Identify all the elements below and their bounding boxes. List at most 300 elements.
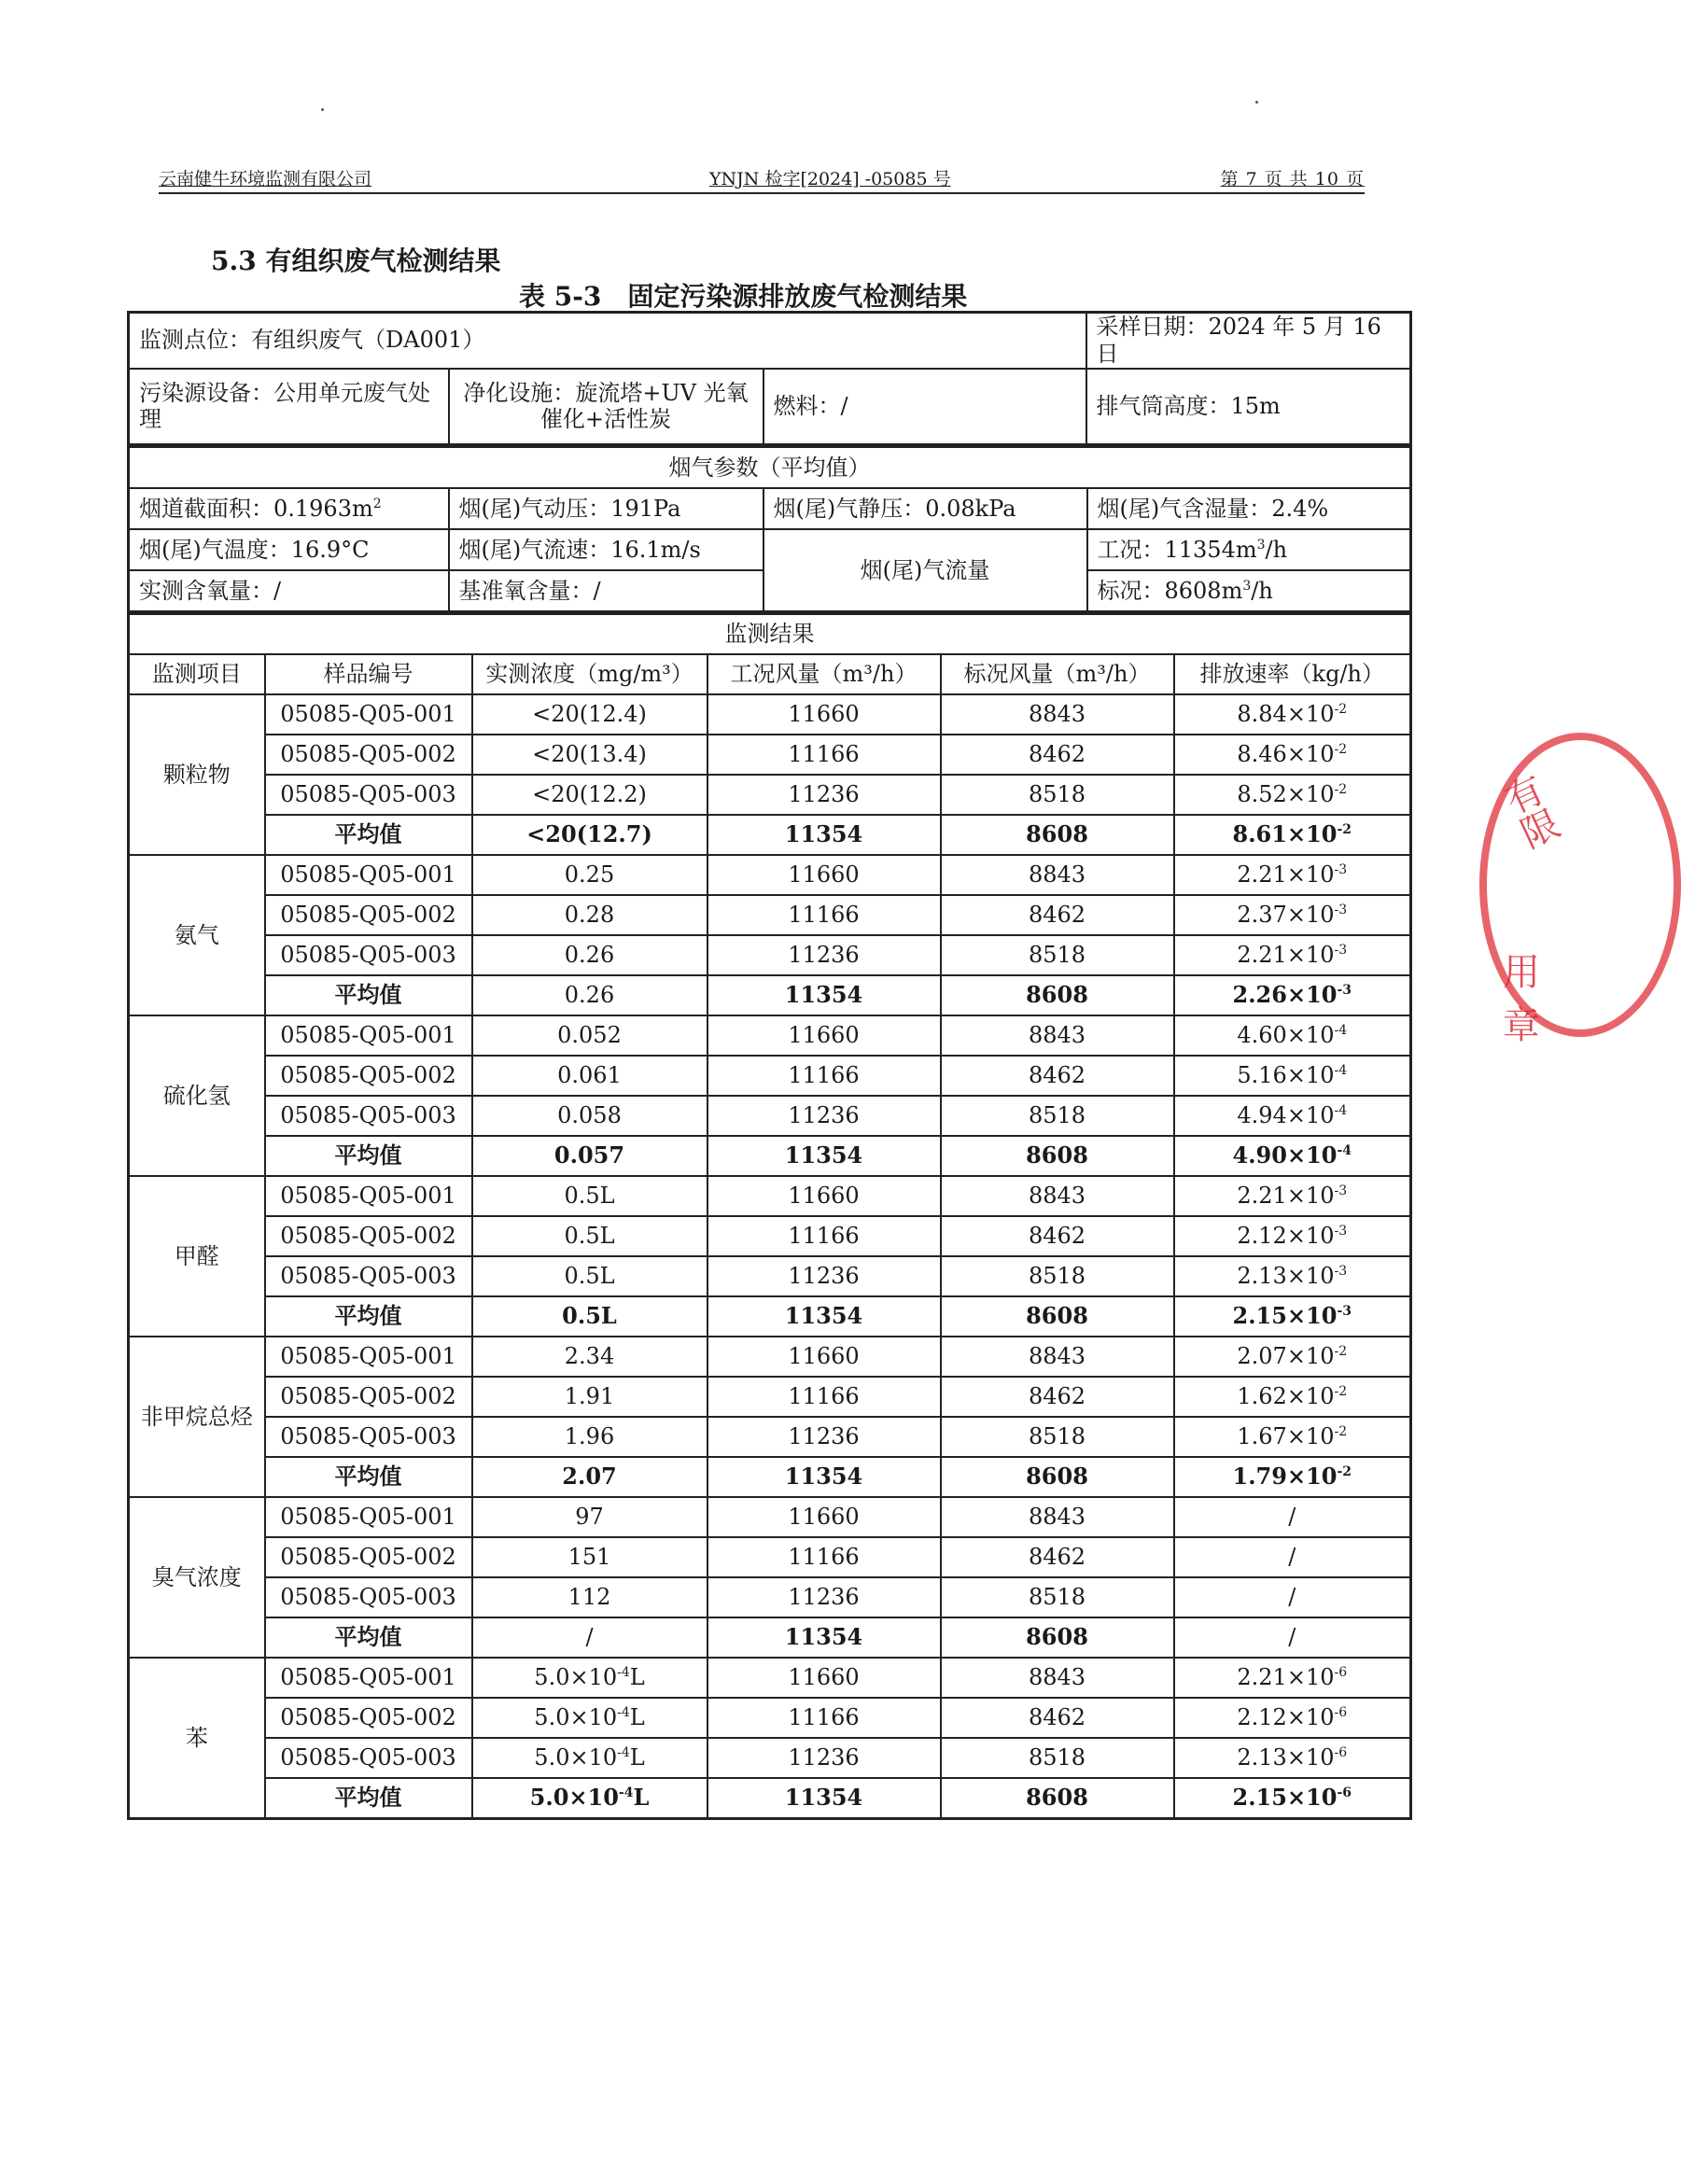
working-airflow	[707, 1296, 941, 1337]
emission-rate-value: 2.21×10	[1237, 1183, 1335, 1210]
measured-concentration	[472, 1096, 707, 1136]
exponent: -4	[617, 1705, 630, 1721]
measured-concentration	[472, 975, 707, 1015]
exponent: -2	[1334, 1344, 1348, 1360]
standard-airflow-value: 8608	[1026, 1463, 1088, 1491]
measured-concentration-value: 0.26	[564, 982, 615, 1009]
working-airflow-value: 11166	[788, 1704, 860, 1731]
sample-id	[265, 735, 472, 775]
measured-concentration	[472, 735, 707, 775]
flue-params-heading: 烟气参数（平均值）	[129, 447, 1411, 488]
monitoring-item: 臭气浓度	[129, 1497, 265, 1658]
measured-concentration-value: <20(13.4)	[532, 741, 647, 768]
sample-row	[129, 1377, 1411, 1417]
standard-airflow-value: 8462	[1028, 741, 1086, 768]
sample-row	[129, 1738, 1411, 1778]
emission-rate	[1174, 815, 1411, 855]
measured-concentration	[472, 1136, 707, 1176]
measured-concentration	[472, 1698, 707, 1738]
average-row	[129, 1136, 1411, 1176]
measured-concentration	[472, 1256, 707, 1296]
exponent: -4	[617, 1745, 630, 1761]
working-airflow-value: 11166	[788, 1223, 860, 1250]
standard-airflow	[941, 1738, 1174, 1778]
sample-row	[129, 775, 1411, 815]
sample-row	[129, 1537, 1411, 1577]
reference-oxygen: 基准氧含量：/	[449, 570, 763, 612]
sample-id-value: 05085-Q05-003	[280, 1423, 456, 1450]
exponent: -2	[1337, 1464, 1352, 1480]
superscript: 2	[372, 496, 382, 511]
emission-rate-value: 2.21×10	[1237, 1664, 1335, 1691]
sample-row	[129, 1216, 1411, 1256]
exponent: -3	[1334, 903, 1348, 918]
emission-rate	[1174, 1738, 1411, 1778]
standard-flow-value: 标况：8608m	[1097, 577, 1243, 604]
standard-airflow	[941, 855, 1174, 895]
measured-concentration-value: 0.25	[564, 861, 615, 889]
sample-id	[265, 1256, 472, 1296]
sample-id	[265, 1136, 472, 1176]
measured-concentration	[472, 1778, 707, 1819]
sample-id	[265, 975, 472, 1015]
exponent: -4	[617, 1665, 630, 1681]
measured-concentration-value: 2.07	[562, 1463, 617, 1491]
working-airflow	[707, 1377, 941, 1417]
measured-concentration	[472, 1216, 707, 1256]
sample-id-value: 05085-Q05-003	[280, 1584, 456, 1611]
sample-id	[265, 775, 472, 815]
working-airflow-value: 11236	[788, 1423, 860, 1450]
measured-concentration-value: <20(12.2)	[532, 781, 647, 808]
working-airflow	[707, 975, 941, 1015]
emission-rate-value: 8.61×10	[1232, 820, 1338, 848]
emission-rate	[1174, 1617, 1411, 1658]
emission-rate-value: 2.07×10	[1237, 1343, 1335, 1370]
monitoring-item: 硫化氢	[129, 1015, 265, 1176]
sample-id-value: 05085-Q05-001	[280, 861, 456, 889]
sampling-date: 采样日期：2024 年 5 月 16 日	[1086, 313, 1411, 369]
measured-concentration-value: 1.91	[564, 1383, 615, 1410]
standard-airflow-value: 8518	[1028, 1584, 1086, 1611]
exponent: -6	[1334, 1745, 1348, 1761]
emission-rate-value: 2.12×10	[1237, 1704, 1335, 1731]
standard-airflow-value: 8462	[1028, 1704, 1086, 1731]
working-airflow	[707, 1136, 941, 1176]
measured-concentration-value: 5.0×10	[529, 1784, 619, 1812]
emission-rate-value: 4.94×10	[1237, 1102, 1335, 1129]
working-airflow-value: 11166	[788, 1062, 860, 1089]
results-column-headers	[129, 654, 1411, 694]
emission-rate	[1174, 694, 1411, 735]
working-airflow	[707, 1457, 941, 1497]
emission-rate	[1174, 1377, 1411, 1417]
emission-rate	[1174, 1256, 1411, 1296]
sample-id-value: 05085-Q05-002	[280, 1704, 456, 1731]
emission-rate	[1174, 775, 1411, 815]
working-airflow-value: 11236	[788, 1263, 860, 1290]
measured-concentration	[472, 1417, 707, 1457]
sample-row	[129, 1658, 1411, 1698]
exponent: -2	[1334, 742, 1348, 758]
measured-concentration-value: <20(12.7)	[526, 820, 652, 848]
average-row	[129, 1778, 1411, 1819]
sample-id	[265, 1096, 472, 1136]
standard-airflow	[941, 1497, 1174, 1537]
flue-temperature: 烟(尾)气温度：16.9°C	[129, 529, 449, 570]
standard-airflow-value: 8462	[1028, 1383, 1086, 1410]
sample-id	[265, 1617, 472, 1658]
standard-airflow	[941, 1617, 1174, 1658]
exponent: -4	[618, 1785, 634, 1801]
exponent: -3	[1334, 1224, 1348, 1239]
working-airflow	[707, 1497, 941, 1537]
emission-rate-value: 2.26×10	[1232, 981, 1338, 1009]
working-airflow-value: 11660	[788, 701, 860, 728]
standard-airflow-value: 8608	[1026, 981, 1088, 1009]
emission-rate-value: 2.13×10	[1237, 1744, 1335, 1771]
emission-rate-value: 4.90×10	[1232, 1141, 1338, 1169]
average-row	[129, 815, 1411, 855]
scan-speck	[321, 108, 324, 111]
standard-airflow-value: 8518	[1028, 1263, 1086, 1290]
standard-airflow-value: 8608	[1026, 1784, 1088, 1812]
working-airflow	[707, 1417, 941, 1457]
emission-rate-value: 1.79×10	[1232, 1463, 1338, 1491]
working-airflow	[707, 694, 941, 735]
emission-rate-value: 8.46×10	[1237, 741, 1335, 768]
flue-params-table	[127, 446, 1412, 613]
working-flow	[1087, 529, 1411, 570]
monitoring-item: 苯	[129, 1658, 265, 1819]
sample-id	[265, 1337, 472, 1377]
measured-concentration	[472, 1457, 707, 1497]
emission-rate-value: /	[1288, 1584, 1296, 1611]
emission-rate	[1174, 1417, 1411, 1457]
standard-airflow-value: 8843	[1028, 1022, 1086, 1049]
page-header	[159, 164, 1365, 194]
working-airflow-value: 11166	[788, 902, 860, 929]
standard-airflow-value: 8608	[1026, 820, 1088, 848]
standard-airflow	[941, 1296, 1174, 1337]
measured-concentration-value: 0.5L	[564, 1263, 615, 1290]
working-airflow	[707, 1256, 941, 1296]
sample-id	[265, 895, 472, 935]
static-pressure: 烟(尾)气静压：0.08kPa	[763, 488, 1087, 529]
average-row	[129, 1617, 1411, 1658]
emission-rate	[1174, 895, 1411, 935]
sample-row	[129, 935, 1411, 975]
average-row	[129, 1457, 1411, 1497]
sample-id-value: 05085-Q05-001	[280, 1183, 456, 1210]
standard-airflow-value: 8843	[1028, 1504, 1086, 1531]
sample-row	[129, 1497, 1411, 1537]
purification-facility: 净化设施：旋流塔+UV 光氧催化+活性炭	[449, 369, 763, 445]
working-airflow	[707, 1337, 941, 1377]
emission-rate	[1174, 1015, 1411, 1056]
sample-row	[129, 1096, 1411, 1136]
working-airflow-value: 11660	[788, 1343, 860, 1370]
flue-area	[129, 488, 449, 529]
sample-id-value: 05085-Q05-001	[280, 1022, 456, 1049]
emission-rate-value: 2.21×10	[1237, 942, 1335, 969]
sample-id	[265, 1296, 472, 1337]
exponent: -2	[1334, 1384, 1348, 1400]
sample-row	[129, 1015, 1411, 1056]
working-airflow-value: 11660	[788, 1664, 860, 1691]
sample-id-value: 05085-Q05-002	[280, 1383, 456, 1410]
measured-concentration	[472, 895, 707, 935]
working-airflow	[707, 1537, 941, 1577]
unit: /h	[1265, 536, 1288, 563]
emission-rate	[1174, 1537, 1411, 1577]
working-airflow	[707, 1216, 941, 1256]
working-airflow	[707, 1096, 941, 1136]
standard-airflow	[941, 1096, 1174, 1136]
emission-rate	[1174, 1337, 1411, 1377]
measured-concentration-value: 0.28	[564, 902, 615, 929]
standard-airflow-value: 8518	[1028, 942, 1086, 969]
seal-text-top: 有限	[1493, 769, 1564, 856]
measured-concentration	[472, 1617, 707, 1658]
superscript: 3	[1256, 537, 1266, 553]
sample-id-value: 平均值	[334, 1623, 402, 1651]
working-airflow	[707, 855, 941, 895]
emission-rate	[1174, 1136, 1411, 1176]
flue-velocity: 烟(尾)气流速：16.1m/s	[449, 529, 763, 570]
emission-rate	[1174, 1497, 1411, 1537]
sample-row	[129, 895, 1411, 935]
emission-rate	[1174, 1296, 1411, 1337]
measured-concentration	[472, 1377, 707, 1417]
monitoring-point: 监测点位：有组织废气（DA001）	[129, 313, 1086, 369]
standard-airflow-value: 8518	[1028, 781, 1086, 808]
standard-airflow-value: 8608	[1026, 1302, 1088, 1330]
standard-airflow-value: 8843	[1028, 1183, 1086, 1210]
standard-airflow	[941, 1778, 1174, 1819]
standard-airflow	[941, 1176, 1174, 1216]
working-airflow-value: 11236	[788, 1584, 860, 1611]
sample-row	[129, 735, 1411, 775]
measured-concentration-value: 0.052	[557, 1022, 622, 1049]
measured-concentration-value: 0.057	[553, 1141, 625, 1169]
superscript: 3	[1242, 578, 1252, 594]
sample-id	[265, 855, 472, 895]
exponent: -4	[1334, 1103, 1348, 1119]
results-body	[129, 694, 1411, 1819]
measured-concentration	[472, 1738, 707, 1778]
sample-id-value: 05085-Q05-003	[280, 1102, 456, 1129]
emission-rate	[1174, 1658, 1411, 1698]
sample-id	[265, 1417, 472, 1457]
standard-airflow-value: 8608	[1026, 1141, 1088, 1169]
measured-concentration-value: <20(12.4)	[532, 701, 647, 728]
emission-rate-value: 2.13×10	[1237, 1263, 1335, 1290]
standard-airflow	[941, 694, 1174, 735]
measured-concentration	[472, 775, 707, 815]
emission-rate	[1174, 1457, 1411, 1497]
standard-airflow	[941, 1457, 1174, 1497]
sample-id-value: 05085-Q05-003	[280, 942, 456, 969]
dynamic-pressure: 烟(尾)气动压：191Pa	[449, 488, 763, 529]
measured-concentration	[472, 1015, 707, 1056]
emission-rate	[1174, 1698, 1411, 1738]
standard-airflow	[941, 1136, 1174, 1176]
sample-id	[265, 1216, 472, 1256]
emission-rate-value: /	[1288, 1504, 1296, 1531]
measured-concentration	[472, 1296, 707, 1337]
sample-id	[265, 1056, 472, 1096]
working-airflow	[707, 1056, 941, 1096]
flue-flow-label: 烟(尾)气流量	[763, 529, 1087, 612]
standard-airflow-value: 8843	[1028, 1664, 1086, 1691]
measured-concentration-value: 97	[575, 1504, 604, 1531]
emission-rate-value: 8.52×10	[1237, 781, 1335, 808]
exponent: -6	[1334, 1705, 1348, 1721]
standard-airflow	[941, 895, 1174, 935]
emission-rate-value: 2.15×10	[1232, 1302, 1338, 1330]
source-equipment: 污染源设备：公用单元废气处理	[129, 369, 449, 445]
sample-id	[265, 815, 472, 855]
standard-airflow-value: 8462	[1028, 1223, 1086, 1250]
working-airflow-value: 11236	[788, 781, 860, 808]
measured-concentration-value: /	[585, 1624, 594, 1651]
working-airflow	[707, 895, 941, 935]
moisture-content: 烟(尾)气含湿量：2.4%	[1087, 488, 1411, 529]
working-airflow-value: 11236	[788, 1102, 860, 1129]
average-row	[129, 975, 1411, 1015]
sample-id	[265, 935, 472, 975]
measured-concentration-value: 5.0×10	[534, 1664, 618, 1691]
measured-concentration	[472, 1176, 707, 1216]
sample-row	[129, 1256, 1411, 1296]
working-airflow-value: 11354	[784, 1784, 863, 1812]
standard-airflow	[941, 1015, 1174, 1056]
sample-id-value: 平均值	[334, 820, 402, 848]
emission-rate	[1174, 1056, 1411, 1096]
sample-id	[265, 1497, 472, 1537]
suffix: L	[629, 1664, 645, 1691]
column-header: 排放速率（kg/h）	[1174, 654, 1411, 694]
standard-airflow	[941, 735, 1174, 775]
company-name: 云南健牛环境监测有限公司	[159, 169, 372, 189]
standard-airflow-value: 8843	[1028, 701, 1086, 728]
working-airflow-value: 11354	[784, 820, 863, 848]
emission-rate-value: 8.84×10	[1237, 701, 1335, 728]
emission-rate	[1174, 935, 1411, 975]
standard-airflow	[941, 1417, 1174, 1457]
emission-rate	[1174, 1096, 1411, 1136]
sample-id-value: 平均值	[334, 1141, 402, 1169]
working-airflow-value: 11354	[784, 1141, 863, 1169]
measured-concentration	[472, 1537, 707, 1577]
page-indicator: 第 7 页 共 10 页	[1220, 169, 1365, 189]
emission-rate-value: /	[1288, 1544, 1296, 1571]
sample-row	[129, 694, 1411, 735]
measured-concentration	[472, 1577, 707, 1617]
standard-airflow	[941, 1537, 1174, 1577]
standard-airflow-value: 8608	[1026, 1623, 1088, 1651]
emission-rate	[1174, 1778, 1411, 1819]
sample-id-value: 05085-Q05-002	[280, 1544, 456, 1571]
working-airflow	[707, 1176, 941, 1216]
working-airflow-value: 11660	[788, 861, 860, 889]
sample-id	[265, 1377, 472, 1417]
exponent: -4	[1337, 1143, 1352, 1159]
standard-airflow-value: 8843	[1028, 1343, 1086, 1370]
working-airflow-value: 11236	[788, 1744, 860, 1771]
standard-airflow	[941, 775, 1174, 815]
standard-airflow-value: 8518	[1028, 1744, 1086, 1771]
scan-speck	[1255, 101, 1258, 104]
emission-rate-value: 1.62×10	[1237, 1383, 1335, 1410]
sample-id	[265, 1457, 472, 1497]
suffix: L	[629, 1704, 645, 1731]
standard-airflow	[941, 1377, 1174, 1417]
emission-rate-value: 2.37×10	[1237, 902, 1335, 929]
measured-concentration-value: 5.0×10	[534, 1704, 618, 1731]
info-table	[127, 311, 1412, 446]
sample-id-value: 05085-Q05-003	[280, 1263, 456, 1290]
emission-rate	[1174, 735, 1411, 775]
working-airflow-value: 11354	[784, 981, 863, 1009]
exponent: -2	[1337, 822, 1352, 838]
working-airflow-value: 11354	[784, 1463, 863, 1491]
exponent: -2	[1334, 1424, 1348, 1440]
emission-rate	[1174, 855, 1411, 895]
unit: /h	[1251, 577, 1273, 604]
exponent: -3	[1334, 1183, 1348, 1199]
sample-id-value: 05085-Q05-003	[280, 781, 456, 808]
emission-rate	[1174, 975, 1411, 1015]
sample-id-value: 05085-Q05-002	[280, 902, 456, 929]
standard-airflow	[941, 815, 1174, 855]
sample-row	[129, 1577, 1411, 1617]
working-airflow-value: 11660	[788, 1183, 860, 1210]
sample-id-value: 05085-Q05-003	[280, 1744, 456, 1771]
emission-rate-value: 2.15×10	[1232, 1784, 1338, 1812]
emission-rate-value: 2.21×10	[1237, 861, 1335, 889]
sample-id	[265, 1176, 472, 1216]
working-airflow-value: 11354	[784, 1302, 863, 1330]
measured-concentration-value: 0.058	[557, 1102, 622, 1129]
emission-rate-value: 1.67×10	[1237, 1423, 1335, 1450]
sample-id	[265, 1658, 472, 1698]
standard-airflow	[941, 1337, 1174, 1377]
exponent: -3	[1337, 1304, 1352, 1320]
sample-id	[265, 1698, 472, 1738]
results-heading: 监测结果	[129, 614, 1411, 654]
measured-concentration-value: 0.061	[557, 1062, 622, 1089]
working-airflow-value: 11354	[784, 1623, 863, 1651]
standard-airflow-value: 8462	[1028, 1544, 1086, 1571]
emission-rate	[1174, 1176, 1411, 1216]
sample-id-value: 平均值	[334, 1302, 402, 1330]
measured-concentration-value: 151	[567, 1544, 611, 1571]
sample-id	[265, 1537, 472, 1577]
working-airflow	[707, 935, 941, 975]
emission-rate-value: 4.60×10	[1237, 1022, 1335, 1049]
table-title: 表 5-3 固定污染源排放废气检测结果	[519, 281, 968, 312]
suffix: L	[633, 1784, 650, 1812]
exponent: -6	[1334, 1665, 1348, 1681]
measured-concentration-value: 0.26	[564, 942, 615, 969]
standard-airflow-value: 8462	[1028, 902, 1086, 929]
flue-area-value: 烟道截面积：0.1963m	[139, 495, 373, 522]
measured-concentration-value: 2.34	[564, 1343, 615, 1370]
standard-airflow-value: 8843	[1028, 861, 1086, 889]
measured-concentration	[472, 1337, 707, 1377]
